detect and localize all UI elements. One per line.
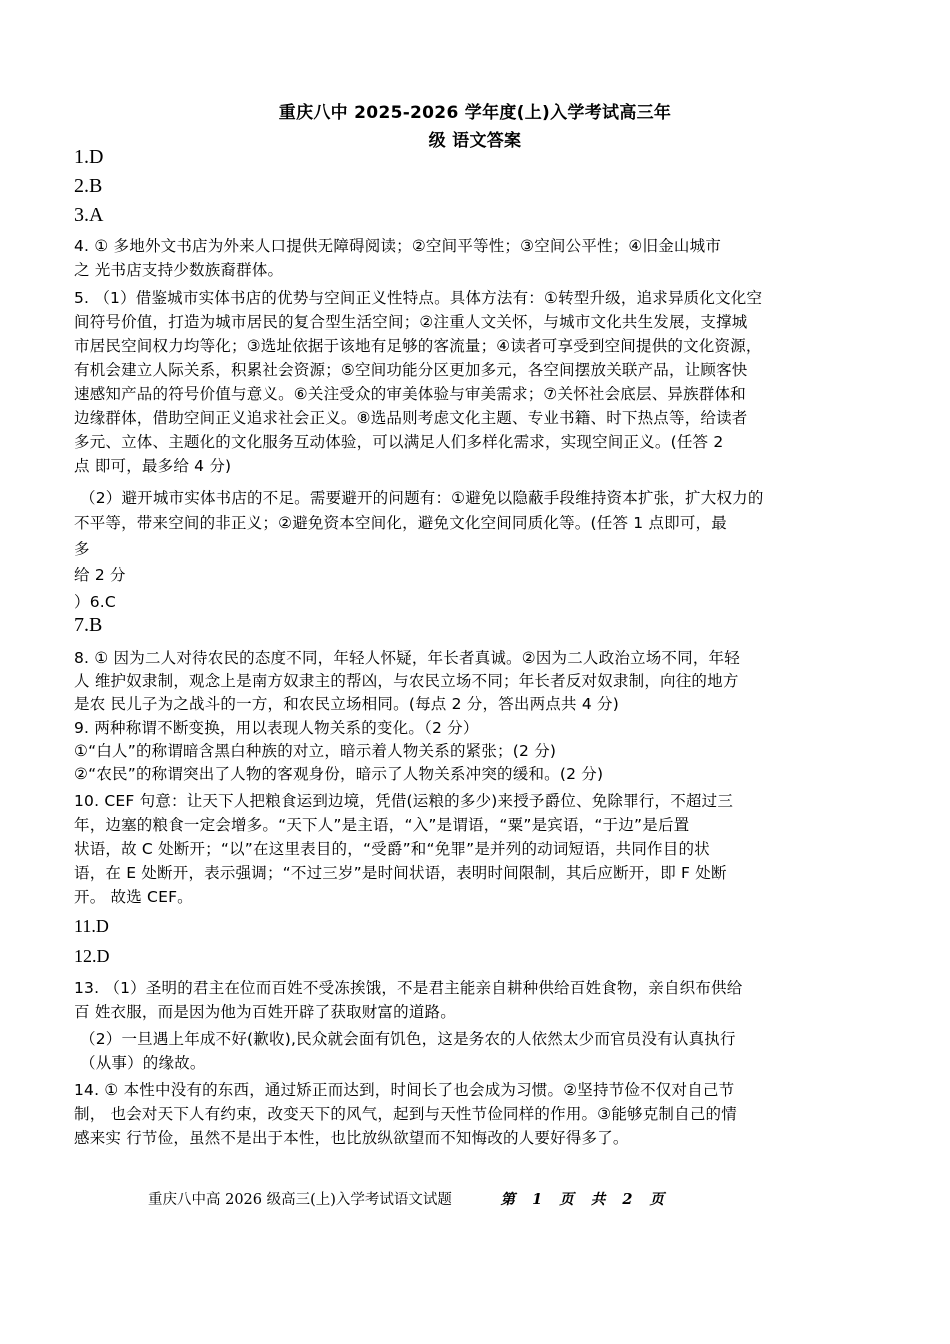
answer-10-line-5: 开。 故选 CEF。	[74, 888, 193, 906]
answer-9-line-1: 9. 两种称谓不断变换，用以表现人物关系的变化。（2 分）	[74, 719, 479, 737]
answer-5-2-line-4: 给 2 分	[74, 566, 126, 584]
answer-12: 12.D	[74, 946, 110, 966]
answer-11: 11.D	[74, 916, 109, 936]
answer-5-2-line-1: （2）避开城市实体书店的不足。需要避开的问题有：①避免以隐蔽手段维持资本扩张，扩大权力的	[80, 489, 764, 507]
answer-5-2-line-2: 不平等，带来空间的非正义；②避免资本空间化，避免文化空间同质化等。(任答 1 点即可，最	[74, 514, 727, 532]
answer-6: ）6.C	[74, 593, 116, 611]
document-title-line-1: 重庆八中 2025-2026 学年度(上)入学考试高三年	[278, 103, 672, 123]
answer-13-line-3: （2）一旦遇上年成不好(歉收),民众就会面有饥色，这是务农的人依然太少而官员没有认真执行	[80, 1030, 736, 1048]
answer-10-line-3: 状语，故 C 处断开；“以”在这里表目的，“受爵”和“免罪”是并列的动词短语，共同作目的状	[74, 840, 710, 858]
answer-10-line-4: 语，在 E 处断开，表示强调；“不过三岁”是时间状语，表明时间限制，其后应断开，即 F 处断	[74, 864, 727, 882]
answer-14-line-3: 感来实 行节俭，虽然不是出于本性，也比放纵欲望而不知悔改的人要好得多了。	[74, 1129, 629, 1147]
answer-5-1-line-8: 点 即可，最多给 4 分)	[74, 457, 232, 475]
answer-5-1-line-1: 5. （1）借鉴城市实体书店的优势与空间正义性特点。具体方法有：①转型升级，追求异质化文化空	[74, 289, 763, 307]
answer-3: 3.A	[74, 204, 104, 226]
answer-13-line-4: （从事）的缘故。	[80, 1054, 206, 1072]
answer-5-1-line-2: 间符号价值，打造为城市居民的复合型生活空间；②注重人文关怀，与城市文化共生发展，支撑城	[74, 313, 748, 331]
answer-1: 1.D	[74, 146, 104, 168]
footer-exam-name: 重庆八中高 2026 级高三(上)入学考试语文试题	[148, 1192, 452, 1208]
document-title-line-2: 级 语文答案	[428, 131, 522, 151]
answer-5-1-line-7: 多元、立体、主题化的文化服务互动体验，可以满足人们多样化需求，实现空间正义。(任答 2	[74, 433, 724, 451]
answer-7: 7.B	[74, 614, 103, 636]
answer-8-line-1: 8. ① 因为二人对待农民的态度不同，年轻人怀疑，年长者真诚。②因为二人政治立场不同，年轻	[74, 649, 740, 667]
page-footer	[148, 1188, 670, 1209]
answer-4-line-1: 4. ① 多地外文书店为外来人口提供无障碍阅读；②空间平等性；③空间公平性；④旧金山城市	[74, 237, 722, 255]
answer-5-1-line-3: 市居民空间权力均等化；③选址依据于该地有足够的客流量；④读者可享受到空间提供的文化资源，	[74, 337, 762, 355]
answer-2: 2.B	[74, 175, 103, 197]
answer-9-line-2: ①“白人”的称谓暗含黑白种族的对立，暗示着人物关系的紧张；(2 分)	[74, 742, 557, 760]
answer-10-line-2: 年，边塞的粮食一定会增多。“天下人”是主语，“入”是谓语，“粟”是宾语，“于边”是后置	[74, 816, 690, 834]
answer-5-1-line-4: 有机会建立人际关系，积累社会资源；⑤空间功能分区更加多元，各空间摆放关联产品，让顾客快	[74, 361, 748, 379]
answer-5-1-line-6: 边缘群体，借助空间正义追求社会正义。⑧选品则考虑文化主题、专业书籍、时下热点等，给读者	[74, 409, 748, 427]
answer-8-line-2: 人 维护奴隶制，观念上是南方奴隶主的帮凶，与农民立场不同；年长者反对奴隶制，向往的地方	[74, 672, 739, 690]
answer-4-line-2: 之 光书店支持少数族裔群体。	[74, 261, 284, 279]
answer-13-line-2: 百 姓衣服，而是因为他为百姓开辟了获取财富的道路。	[74, 1003, 456, 1021]
answer-9-line-3: ②“农民”的称谓突出了人物的客观身份，暗示了人物关系冲突的缓和。(2 分)	[74, 765, 604, 783]
footer-page-number: 第 1 页 共 2 页	[500, 1191, 670, 1208]
answer-8-line-3: 是农 民儿子为之战斗的一方，和农民立场相同。(每点 2 分，答出两点共 4 分)	[74, 695, 619, 713]
answer-10-line-1: 10. CEF 句意：让天下人把粮食运到边境，凭借(运粮的多少)来授予爵位、免除罪行，不超过三	[74, 792, 734, 810]
answer-14-line-2: 制， 也会对天下人有约束，改变天下的风气，起到与天性节俭同样的作用。③能够克制自己的情	[74, 1105, 737, 1123]
answer-5-1-line-5: 速感知产品的符号价值与意义。⑥关注受众的审美体验与审美需求；⑦关怀社会底层、异族群体和	[74, 385, 746, 403]
answer-5-2-line-3: 多	[74, 540, 90, 558]
answer-13-line-1: 13. （1）圣明的君主在位而百姓不受冻挨饿，不是君主能亲自耕种供给百姓食物，亲自织布供给	[74, 979, 743, 997]
answer-14-line-1: 14. ① 本性中没有的东西，通过矫正而达到，时间长了也会成为习惯。②坚持节俭不仅对自己节	[74, 1081, 735, 1099]
